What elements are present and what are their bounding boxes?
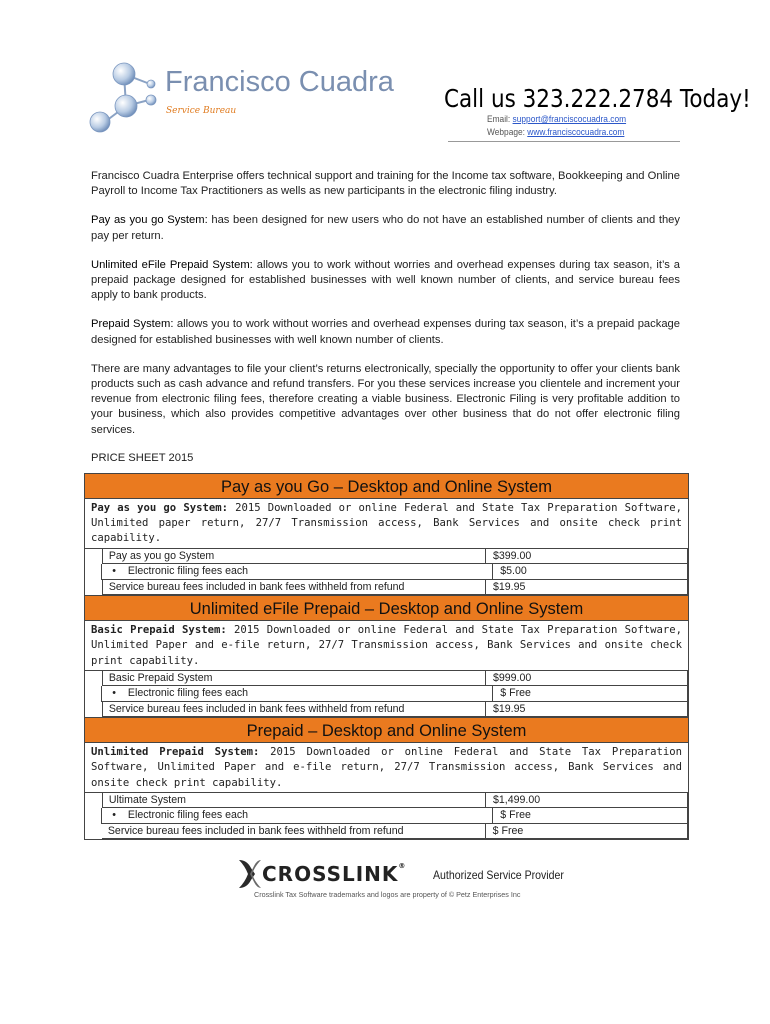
web-label: Webpage:: [487, 127, 525, 138]
email-link[interactable]: support@franciscocuadra.com: [512, 114, 627, 125]
web-line: [487, 127, 624, 138]
table-row: [85, 580, 688, 596]
table-row: [85, 702, 688, 718]
table-row: [85, 549, 688, 565]
section-description-text: 2015 Downloaded or online Federal and State Tax Preparation Software, Unlimited Paper and e-file return, 27/7 Transmission access, Bank Services and onsite check print capability.: [91, 624, 682, 667]
web-link[interactable]: www.franciscocuadra.com: [527, 127, 625, 138]
row-name: • Electronic filing fees each: [102, 564, 493, 580]
section-description-label: Basic Prepaid System:: [91, 624, 227, 637]
email-label: Email:: [487, 114, 511, 125]
table-row: [85, 671, 688, 687]
trademark-notice: Crosslink Tax Software trademarks and logos are property of © Petz Enterprises Inc: [254, 890, 521, 899]
row-name: Service bureau fees included in bank fees withheld from refund: [103, 702, 486, 718]
section-heading: Prepaid – Desktop and Online System: [85, 717, 688, 743]
row-name: Ultimate System: [103, 793, 486, 809]
prepaid-term: Prepaid System:: [91, 318, 174, 331]
section-description: [85, 499, 688, 549]
section-description-text: 2015 Downloaded or online Federal and State Tax Preparation Software, Unlimited paper return, 27/7 Transmission access, Bank Services and onsite check print capability.: [91, 502, 682, 545]
price-sheet-title: PRICE SHEET 2015: [91, 451, 194, 464]
unlimited-efile-paragraph: [91, 258, 680, 304]
authorized-provider-text: Authorized Service Provider: [433, 868, 564, 882]
body-content: [91, 169, 680, 466]
row-price: $1,499.00: [486, 793, 688, 809]
row-price: $399.00: [486, 549, 688, 565]
section-heading: Pay as you Go – Desktop and Online System: [85, 474, 688, 499]
section-description: [85, 743, 688, 793]
email-line: [487, 114, 626, 125]
row-price: $ Free: [486, 824, 688, 840]
prepaid-paragraph: [91, 317, 680, 347]
unlimited-efile-term: Unlimited eFile Prepaid System:: [91, 258, 253, 271]
row-name: • Electronic filing fees each: [102, 808, 493, 824]
brand-name: Francisco Cuadra: [165, 66, 394, 98]
table-row: [85, 824, 688, 840]
section-description-text: 2015 Downloaded or online Federal and State Tax Preparation Software, Unlimited Paper and e-file return, 27/7 Transmission access, Bank Services and onsite check print capability.: [91, 746, 682, 789]
row-name: • Electronic filing fees each: [102, 686, 493, 702]
call-us-heading: Call us 323.222.2784 Today!: [444, 84, 751, 113]
section-heading: Unlimited eFile Prepaid – Desktop and Online System: [85, 595, 688, 621]
price-rows: [85, 671, 688, 718]
section-description-label: Pay as you go System:: [91, 502, 228, 514]
row-price: $19.95: [486, 702, 688, 718]
advantages-paragraph: There are many advantages to file your client’s returns electronically, specially the opportunity to offer your clients bank products such as cash advance and refund transfers. For you these services increase you clientele and increment your revenue from electronic filing fees, therefore creating a viable business. Electronic Filing is very profitable addition to your business, which also provides competitive advantages over other business that do not offer electronic filing services.: [91, 362, 680, 436]
pay-as-you-go-paragraph: [91, 213, 680, 243]
table-row: [85, 808, 688, 824]
row-price: $5.00: [493, 564, 688, 580]
brand-subtitle: Service Bureau: [166, 106, 237, 116]
intro-paragraph: Francisco Cuadra Enterprise offers technical support and training for the Income tax software, Bookkeeping and Online Payroll to Income Tax Practitioners as wells as new participants in the electronic filing industry.: [91, 170, 680, 198]
table-row: [85, 564, 688, 580]
row-price: $999.00: [486, 671, 688, 687]
table-row: [85, 793, 688, 809]
unlimited-efile-text: allows you to work without worries and overhead expenses during tax season, it’s a prepaid package designed for established businesses with well known number of clients, and service bureau fees apply to bank products.: [91, 258, 681, 302]
row-price: $ Free: [493, 686, 688, 702]
price-rows: [85, 549, 688, 596]
crosslink-wordmark: CROSSLINK®: [262, 862, 407, 886]
crosslink-name: CROSSLINK: [262, 862, 399, 886]
pay-as-you-go-term: Pay as you go System:: [91, 214, 208, 227]
row-price: $ Free: [493, 808, 688, 824]
row-name: Pay as you go System: [103, 549, 486, 565]
molecule-logo-icon: [84, 58, 174, 136]
row-name: Basic Prepaid System: [103, 671, 486, 687]
row-name: Service bureau fees included in bank fees withheld from refund: [103, 580, 486, 596]
row-price: $19.95: [486, 580, 688, 596]
header-divider: [448, 141, 680, 142]
section-description: [85, 621, 688, 671]
table-row: [85, 686, 688, 702]
row-name: Service bureau fees included in bank fees withheld from refund: [102, 824, 486, 840]
prepaid-text: allows you to work without worries and overhead expenses during tax season, it’s a prepaid package designed for established businesses with well known number of clients.: [91, 318, 680, 346]
pay-as-you-go-text: has been designed for new users who do not have an established number of clients and they pay per return.: [91, 214, 680, 242]
price-table: [84, 473, 689, 840]
section-description-label: Unlimited Prepaid System:: [91, 746, 260, 759]
price-rows: [85, 793, 688, 840]
